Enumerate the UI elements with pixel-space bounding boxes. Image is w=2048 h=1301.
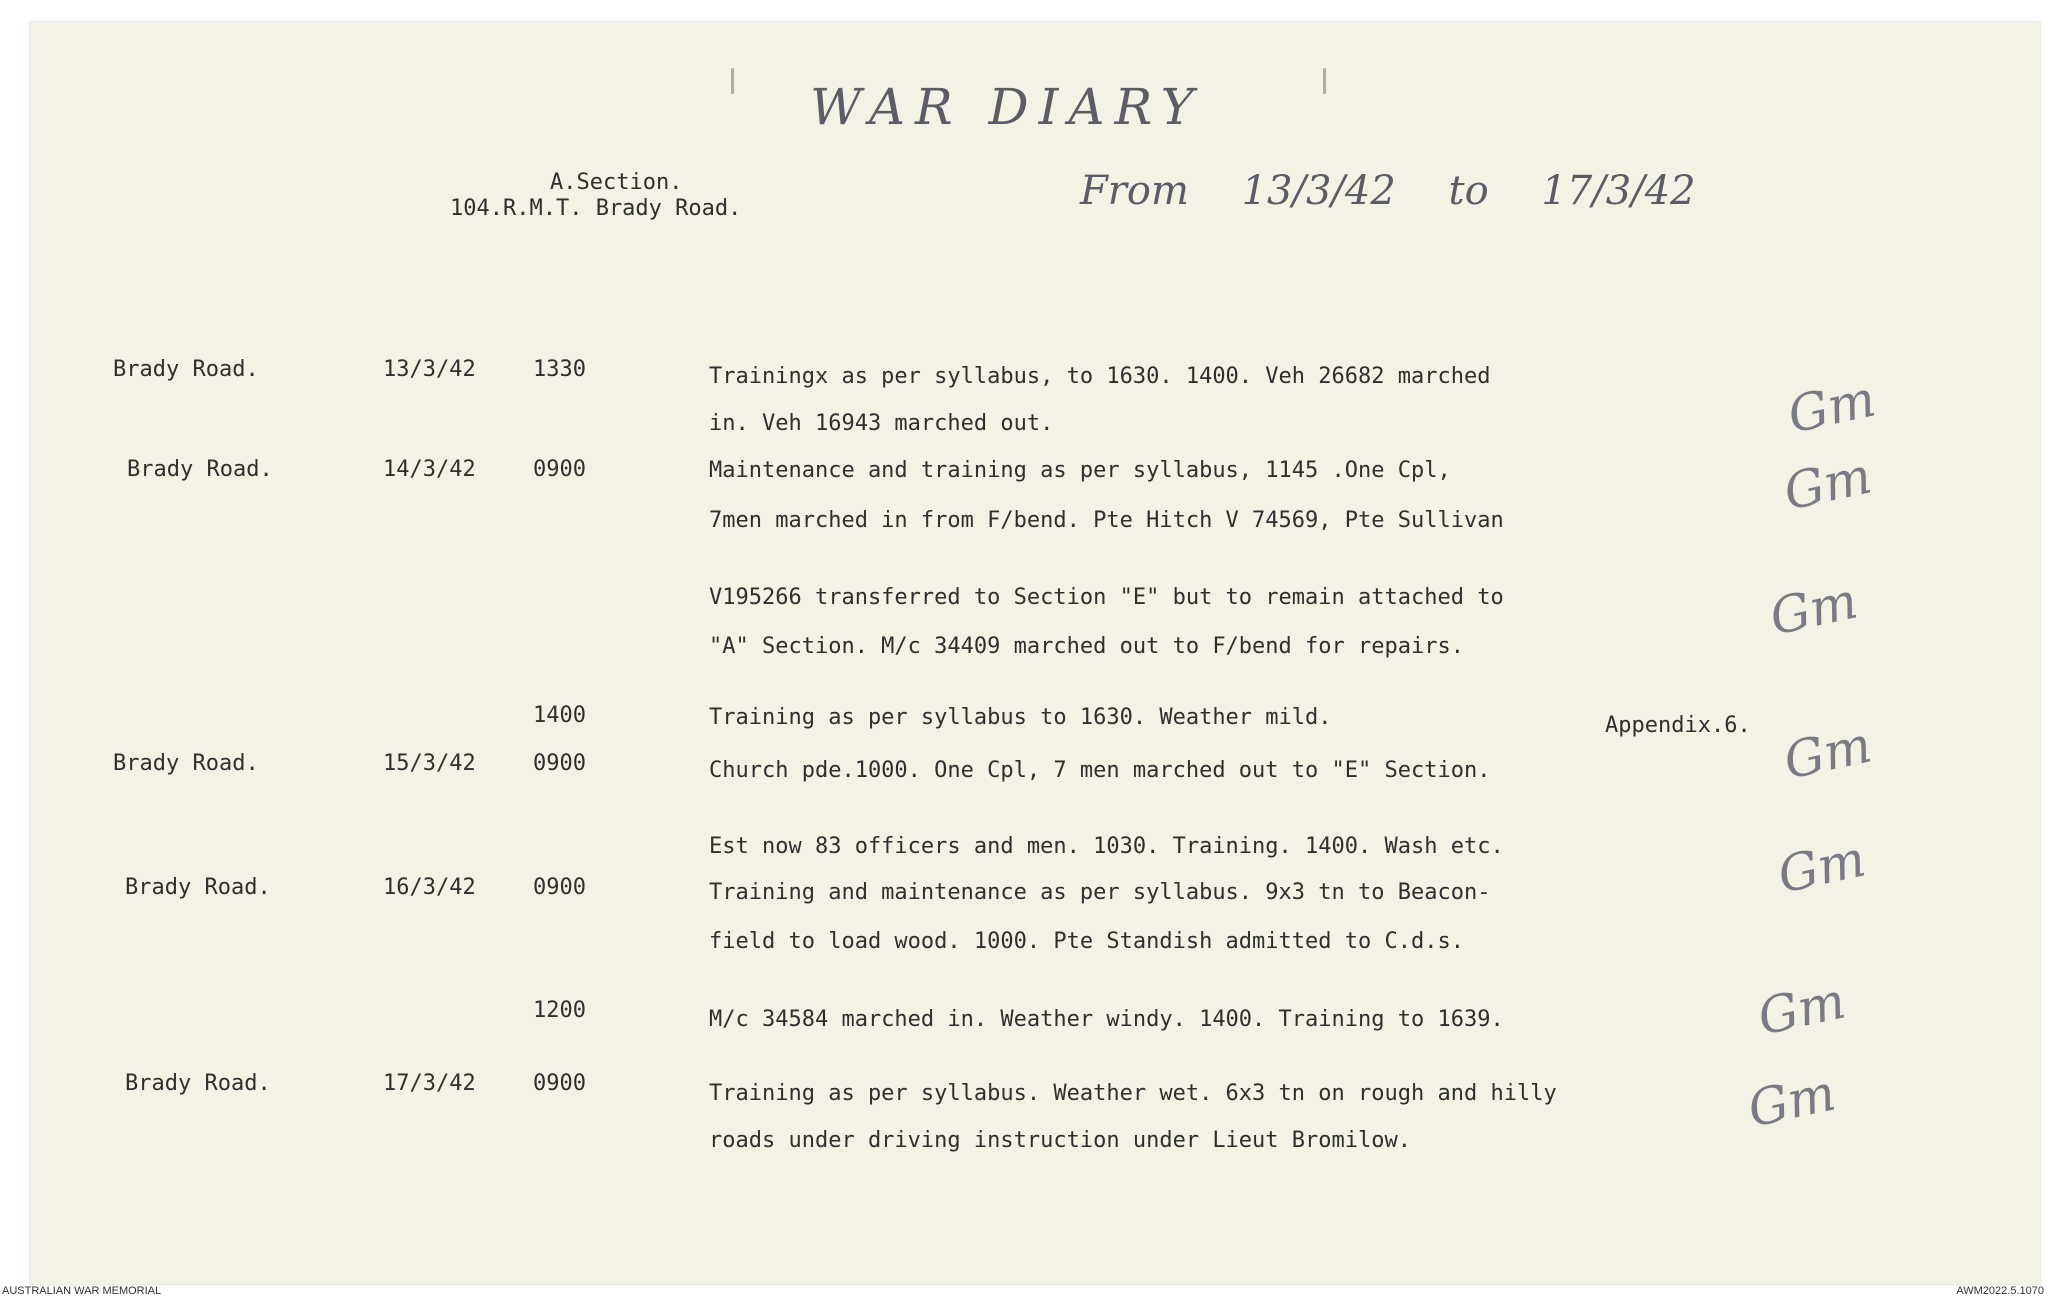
initials-signature: Gm	[1764, 571, 1863, 647]
initials-signature: Gm	[1782, 369, 1881, 445]
entry-date: 13/3/42	[383, 357, 476, 382]
punch-hole	[731, 68, 734, 94]
entry-text: Est now 83 officers and men. 1030. Training. 1400. Wash etc.	[709, 834, 1504, 859]
footer-right: AWM2022.5.1070	[1956, 1285, 2044, 1297]
entry-time: 1400	[533, 703, 586, 728]
footer-left: AUSTRALIAN WAR MEMORIAL	[2, 1285, 162, 1297]
entry-text: roads under driving instruction under Lieut Bromilow.	[709, 1128, 1411, 1153]
entry-text: M/c 34584 marched in. Weather windy. 1400. Training to 1639.	[709, 1007, 1504, 1032]
entry-place: Brady Road.	[125, 1071, 271, 1096]
entry-text: "A" Section. M/c 34409 marched out to F/bend for repairs.	[709, 634, 1464, 659]
entry-text: field to load wood. 1000. Pte Standish admitted to C.d.s.	[709, 929, 1464, 954]
entry-text: Training as per syllabus. Weather wet. 6x3 tn on rough and hilly	[709, 1081, 1557, 1106]
appendix-note: Appendix.6.	[1605, 713, 1751, 738]
entry-date: 15/3/42	[383, 751, 476, 776]
entry-place: Brady Road.	[127, 457, 273, 482]
entry-time: 0900	[533, 751, 586, 776]
initials-signature: Gm	[1778, 715, 1877, 791]
entry-text: 7men marched in from F/bend. Pte Hitch V 74569, Pte Sullivan	[709, 508, 1504, 533]
punch-hole	[1323, 68, 1326, 94]
unit-heading: 104.R.M.T. Brady Road.	[450, 196, 742, 221]
entry-date: 17/3/42	[383, 1071, 476, 1096]
entry-text: Trainingx as per syllabus, to 1630. 1400. Veh 26682 marched	[709, 364, 1491, 389]
entry-text: Maintenance and training as per syllabus, 1145 .One Cpl,	[709, 458, 1451, 483]
entry-date: 16/3/42	[383, 875, 476, 900]
entry-text: in. Veh 16943 marched out.	[709, 411, 1054, 436]
entry-date: 14/3/42	[383, 457, 476, 482]
entry-text: V195266 transferred to Section "E" but to remain attached to	[709, 585, 1504, 610]
entry-text: Church pde.1000. One Cpl, 7 men marched out to "E" Section.	[709, 758, 1491, 783]
entry-text: Training and maintenance as per syllabus. 9x3 tn to Beacon-	[709, 880, 1491, 905]
date-range: From 13/3/42 to 17/3/42	[1080, 168, 1696, 214]
initials-signature: Gm	[1752, 971, 1851, 1047]
entry-place: Brady Road.	[113, 357, 259, 382]
entry-place: Brady Road.	[125, 875, 271, 900]
entry-time: 1200	[533, 998, 586, 1023]
initials-signature: Gm	[1772, 829, 1871, 905]
entry-time: 0900	[533, 457, 586, 482]
entry-time: 0900	[533, 875, 586, 900]
entry-text: Training as per syllabus to 1630. Weather mild.	[709, 705, 1332, 730]
initials-signature: Gm	[1742, 1063, 1841, 1139]
entry-time: 1330	[533, 357, 586, 382]
entry-place: Brady Road.	[113, 751, 259, 776]
section-heading: A.Section.	[550, 170, 683, 195]
entry-time: 0900	[533, 1071, 586, 1096]
initials-signature: Gm	[1778, 446, 1877, 522]
handwritten-title: WAR DIARY	[810, 78, 1204, 136]
